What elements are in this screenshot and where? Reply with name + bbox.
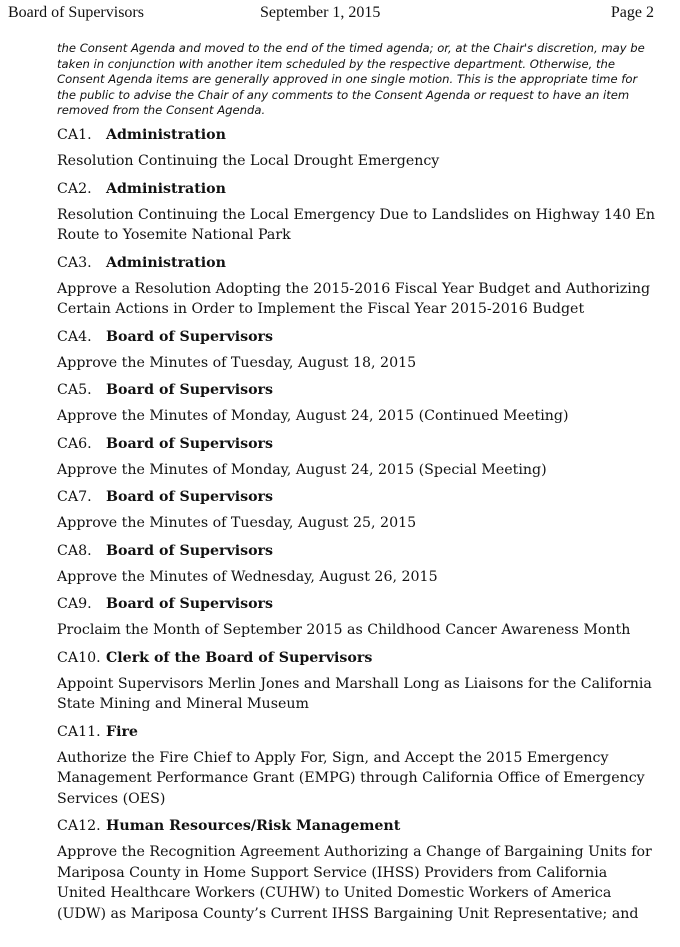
agenda-item-number: CA10. — [57, 649, 101, 666]
agenda-item-heading — [57, 328, 657, 347]
agenda-item-heading — [57, 595, 657, 614]
agenda-item-description: Resolution Continuing the Local Drought Emergency — [57, 153, 440, 169]
agenda-item-number: CA1. — [57, 127, 92, 143]
agenda-item-department: Board of Supervisors — [106, 328, 274, 345]
agenda-item-department: Clerk of the Board of Supervisors — [106, 649, 373, 666]
agenda-item-number: CA11. — [57, 723, 101, 740]
agenda-item-ca12 — [57, 817, 657, 924]
agenda-item-description: Approve the Recognition Agreement Authorizing a Change of Bargaining Units for Mariposa County in Home Support Service (IHSS) Providers from California United Healthcare Workers (CUHW) to United Domestic Workers of America (UDW) as Mariposa County’s Current IHSS Bargaining Unit Representative; and — [57, 844, 652, 922]
agenda-item-heading — [57, 435, 657, 454]
agenda-item-number: CA9. — [57, 596, 92, 612]
agenda-item-description: Appoint Supervisors Merlin Jones and Marshall Long as Liaisons for the California State Mining and Mineral Museum — [57, 675, 652, 712]
agenda-item-description: Approve the Minutes of Tuesday, August 25, 2015 — [57, 515, 417, 531]
agenda-item-number: CA5. — [57, 382, 92, 398]
agenda-item-department: Board of Supervisors — [106, 596, 274, 612]
agenda-item-heading — [57, 126, 657, 145]
agenda-item-number: CA6. — [57, 435, 92, 452]
agenda-item-heading — [57, 649, 657, 668]
agenda-item-ca6 — [57, 435, 657, 481]
agenda-item-heading — [57, 488, 657, 507]
agenda-item-heading — [57, 180, 657, 199]
consent-agenda-list — [57, 126, 657, 932]
agenda-item-ca1 — [57, 126, 657, 172]
agenda-item-ca7 — [57, 488, 657, 534]
agenda-item-number: CA3. — [57, 254, 92, 271]
agenda-item-description: Approve a Resolution Adopting the 2015-2016 Fiscal Year Budget and Authorizing Certain Actions in Order to Implement the Fiscal Year 2015-2016 Budget — [57, 280, 651, 317]
consent-agenda-intro: the Consent Agenda and moved to the end of the timed agenda; or, at the Chair's discretion, may be taken in conjunction with another item scheduled by the respective department. Otherwise, the Consent Agenda items are generally approved in one single motion. This is the appropriate time for the public to advise the Chair of any comments to the Consent Agenda or request to have an item removed from the Consent Agenda. — [57, 41, 645, 118]
agenda-item-description: Authorize the Fire Chief to Apply For, Sign, and Accept the 2015 Emergency Management Performance Grant (EMPG) through California Office of Emergency Services (OES) — [57, 749, 645, 807]
agenda-item-heading — [57, 381, 657, 400]
agenda-item-ca2 — [57, 180, 657, 246]
agenda-item-department: Board of Supervisors — [106, 435, 274, 452]
agenda-item-description: Approve the Minutes of Monday, August 24, 2015 (Special Meeting) — [57, 461, 547, 478]
agenda-item-department: Fire — [106, 723, 138, 740]
agenda-item-number: CA7. — [57, 489, 92, 505]
agenda-item-heading — [57, 254, 657, 273]
agenda-item-ca8 — [57, 542, 657, 588]
header-date: September 1, 2015 — [260, 4, 381, 21]
agenda-item-ca9 — [57, 595, 657, 641]
agenda-item-department: Board of Supervisors — [106, 542, 274, 559]
agenda-item-number: CA2. — [57, 180, 92, 197]
agenda-item-description: Proclaim the Month of September 2015 as Childhood Cancer Awareness Month — [57, 622, 631, 638]
header-page-number: Page 2 — [610, 4, 654, 21]
agenda-item-heading — [57, 723, 657, 742]
agenda-item-description: Approve the Minutes of Monday, August 24, 2015 (Continued Meeting) — [57, 408, 569, 424]
agenda-item-ca10 — [57, 649, 657, 715]
agenda-item-description: Approve the Minutes of Wednesday, August 26, 2015 — [57, 568, 438, 585]
page-header — [8, 4, 654, 24]
agenda-item-number: CA12. — [57, 818, 101, 834]
agenda-item-department: Administration — [106, 254, 226, 271]
header-title: Board of Supervisors — [8, 4, 144, 21]
agenda-item-department: Board of Supervisors — [106, 382, 274, 398]
agenda-item-department: Board of Supervisors — [106, 489, 274, 505]
agenda-item-description: Approve the Minutes of Tuesday, August 18, 2015 — [57, 354, 417, 371]
agenda-item-ca3 — [57, 254, 657, 320]
agenda-item-heading — [57, 542, 657, 561]
agenda-item-department: Administration — [106, 180, 226, 197]
agenda-item-description: Resolution Continuing the Local Emergency Due to Landslides on Highway 140 En Route to Yosemite National Park — [57, 206, 655, 243]
agenda-item-ca5 — [57, 381, 657, 427]
agenda-item-ca11 — [57, 723, 657, 810]
agenda-item-number: CA8. — [57, 542, 92, 559]
agenda-item-ca4 — [57, 328, 657, 374]
agenda-item-department: Administration — [106, 127, 226, 143]
agenda-item-number: CA4. — [57, 328, 92, 345]
agenda-item-heading — [57, 817, 657, 836]
agenda-item-department: Human Resources/Risk Management — [106, 818, 401, 834]
